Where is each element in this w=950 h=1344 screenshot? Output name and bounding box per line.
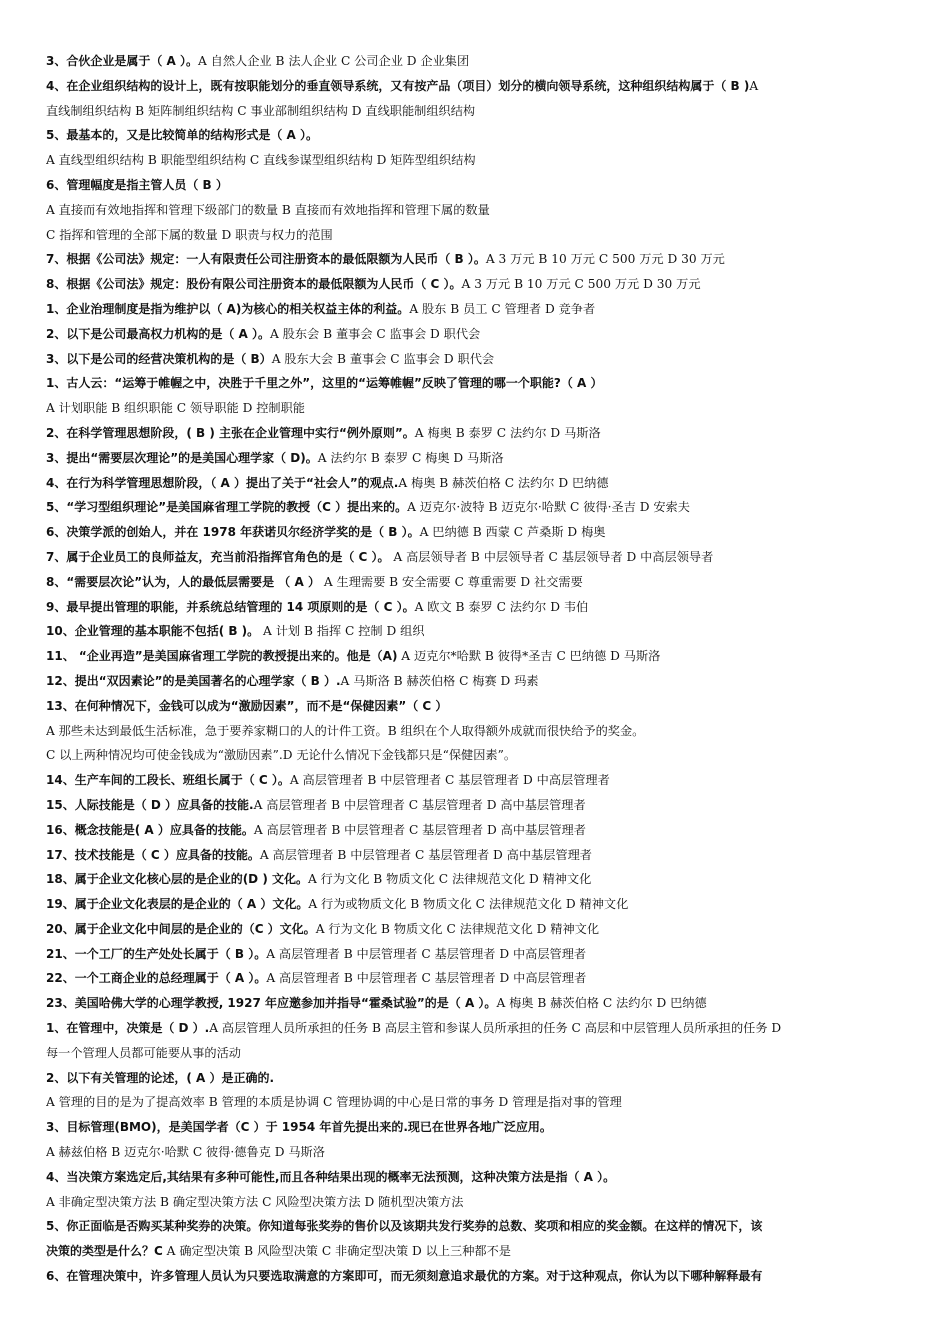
options-text: A 直接而有效地指挥和管理下级部门的数量 B 直接而有效地指挥和管理下属的数量 <box>46 202 490 217</box>
text-line <box>46 99 912 124</box>
options-text: A 管理的目的是为了提高效率 B 管理的本质是协调 C 管理协调的中心是日常的事务 D 管理是指对事的管理 <box>46 1095 622 1110</box>
text-line <box>46 917 912 942</box>
text-line <box>46 768 912 793</box>
options-text: A 高层管理者 B 中层管理者 C 基层管理者 D 中高层管理者 <box>266 946 587 961</box>
options-text: A 计划 B 指挥 C 控制 D 组织 <box>259 624 425 639</box>
options-text: A 股东会 B 董事会 C 监事会 D 职代会 <box>270 326 481 341</box>
options-text: A 3 万元 B 10 万元 C 500 万元 D 30 万元 <box>461 277 701 292</box>
text-line <box>46 471 912 496</box>
text-line <box>46 570 912 595</box>
options-text: A 股东 B 员工 C 管理者 D 竞争者 <box>409 301 596 316</box>
question-text: 3、合伙企业是属于（ A ）。 <box>46 54 198 68</box>
question-text: 14、生产车间的工段长、班组长属于（ C ）。 <box>46 773 290 788</box>
options-text: A 迈克尔·波特 B 迈克尔·哈默 C 彼得·圣吉 D 安索夫 <box>407 500 690 515</box>
text-line <box>46 619 912 644</box>
options-text: A 巴纳德 B 西蒙 C 芦桑斯 D 梅奥 <box>419 525 606 540</box>
text-line <box>46 1115 912 1140</box>
text-line <box>46 545 912 570</box>
text-line <box>46 198 912 223</box>
text-line <box>46 148 912 173</box>
text-line <box>46 495 912 520</box>
options-text: A 高层管理者 B 中层管理者 C 基层管理者 D 中高层管理者 <box>266 971 587 986</box>
question-text: 1、企业治理制度是指为维护以（ A)为核心的相关权益主体的利益。 <box>46 301 410 316</box>
text-line <box>46 347 912 372</box>
text-line <box>46 297 912 322</box>
question-text: 4、在企业组织结构的设计上，既有按职能划分的垂直领导系统，又有按产品（项目）划分的横向领导系统，这种组织结构属于（ B ) <box>46 78 750 93</box>
question-text: 5、最基本的，又是比较简单的结构形式是（ A ）。 <box>46 128 318 143</box>
text-line <box>46 396 912 421</box>
text-line <box>46 49 912 74</box>
options-text: A <box>749 78 759 93</box>
text-line <box>46 991 912 1016</box>
question-text: 10、企业管理的基本职能不包括( B )。 <box>46 624 260 639</box>
text-line <box>46 966 912 991</box>
text-line <box>46 223 912 248</box>
text-line <box>46 1264 912 1289</box>
options-text: A 高层管理者 B 中层管理者 C 基层管理者 D 高中基层管理者 <box>253 797 586 812</box>
question-text: 15、人际技能是（ D ）应具备的技能. <box>46 797 254 812</box>
question-text: 5、你正面临是否购买某种奖券的决策。你知道每张奖券的售价以及该期共发行奖券的总数、奖项和相应的奖金额。在这样的情况下，该 <box>46 1219 763 1234</box>
question-text: 11、 “企业再造”是美国麻省理工学院的教授提出来的。他是（A) <box>46 649 398 664</box>
text-line <box>46 247 912 272</box>
options-text: A 高层管理者 B 中层管理者 C 基层管理者 D 中高层管理者 <box>289 773 610 788</box>
question-text: 4、当决策方案选定后,其结果有多种可能性,而且各种结果出现的概率无法预测，这种决策方法是指（ A ）。 <box>46 1169 616 1184</box>
text-line <box>46 1066 912 1091</box>
text-line <box>46 793 912 818</box>
text-line <box>46 644 912 669</box>
question-text: 19、属于企业文化表层的是企业的（ A ）文化。 <box>46 897 309 912</box>
question-text: 21、一个工厂的生产处处长属于（ B ）。 <box>46 946 267 961</box>
text-line <box>46 1190 912 1215</box>
question-text: 2、以下是公司最高权力机构的是（ A ）。 <box>46 326 270 341</box>
question-text: 9、最早提出管理的职能，并系统总结管理的 14 项原则的是（ C ）。 <box>46 599 415 614</box>
question-text: 8、“需要层次论”认为，人的最低层需要是 （ A ） <box>46 574 320 589</box>
question-text: 3、以下是公司的经营决策机构的是（ B） <box>46 351 272 366</box>
question-text: 20、属于企业文化中间层的是企业的（C ）文化。 <box>46 921 316 936</box>
question-text: 13、在何种情况下，金钱可以成为“激励因素”，而不是“保健因素”（ C ） <box>46 698 448 713</box>
question-text: 3、目标管理(BMO)，是美国学者（C ）于 1954 年首先提出来的.现已在世界各地广泛应用。 <box>46 1120 552 1135</box>
options-text: A 生理需要 B 安全需要 C 尊重需要 D 社交需要 <box>319 574 583 589</box>
question-text: 17、技术技能是（ C ）应具备的技能。 <box>46 847 260 862</box>
question-text: 22、一个工商企业的总经理属于（ A ）。 <box>46 971 267 986</box>
options-text: A 迈克尔*哈默 B 彼得*圣吉 C 巴纳德 D 马斯洛 <box>397 649 661 664</box>
text-line <box>46 719 912 744</box>
options-text: A 法约尔 B 泰罗 C 梅奥 D 马斯洛 <box>317 450 504 465</box>
text-line <box>46 1016 912 1041</box>
question-text: 8、根据《公司法》规定：股份有限公司注册资本的最低限额为人民币（ C ）。 <box>46 277 462 292</box>
question-text: 6、管理幅度是指主管人员（ B ） <box>46 177 228 192</box>
text-line <box>46 595 912 620</box>
text-line <box>46 123 912 148</box>
text-line <box>46 694 912 719</box>
text-line <box>46 669 912 694</box>
options-text: A 自然人企业 B 法人企业 C 公司企业 D 企业集团 <box>198 54 470 68</box>
options-text: A 非确定型决策方法 B 确定型决策方法 C 风险型决策方法 D 随机型决策方法 <box>46 1194 464 1209</box>
options-text: A 行为或物质文化 B 物质文化 C 法律规范文化 D 精神文化 <box>308 897 629 912</box>
text-line <box>46 942 912 967</box>
options-text: A 那些未达到最低生活标准，急于要养家糊口的人的计件工资。B 组织在个人取得额外成就而很快给予的奖金。 <box>46 723 645 738</box>
options-text: C 指挥和管理的全部下属的数量 D 职责与权力的范围 <box>46 227 333 242</box>
question-text: 1、古人云：“运筹于帷幄之中，决胜于千里之外”，这里的“运筹帷幄”反映了管理的哪一个职能?（ A ） <box>46 376 603 391</box>
text-line <box>46 1140 912 1165</box>
options-text: A 梅奥 B 泰罗 C 法约尔 D 马斯洛 <box>414 425 601 440</box>
document-page <box>46 49 912 1289</box>
text-line <box>46 867 912 892</box>
question-text: 7、属于企业员工的良师益友，充当前沿指挥官角色的是（ C ）。 <box>46 549 390 564</box>
question-text: 23、美国哈佛大学的心理学教授, 1927 年应邀参加并指导“霍桑试验”的是（ A ）。 <box>46 996 497 1011</box>
options-text: A 行为文化 B 物质文化 C 法律规范文化 D 精神文化 <box>315 921 600 936</box>
question-text: 2、在科学管理思想阶段，( B ) 主张在企业管理中实行“例外原则”。 <box>46 425 415 440</box>
text-line <box>46 272 912 297</box>
options-text: A 高层领导者 B 中层领导者 C 基层领导者 D 中高层领导者 <box>389 549 714 564</box>
options-text: A 马斯洛 B 赫茨伯格 C 梅赛 D 玛素 <box>340 673 539 688</box>
question-text: 16、概念技能是( A ）应具备的技能。 <box>46 822 254 837</box>
text-line <box>46 1090 912 1115</box>
options-text: A 确定型决策 B 风险型决策 C 非确定型决策 D 以上三种都不是 <box>162 1244 511 1259</box>
text-line <box>46 1165 912 1190</box>
options-text: A 赫兹伯格 B 迈克尔·哈默 C 彼得·德鲁克 D 马斯洛 <box>46 1145 325 1160</box>
options-text: A 欧文 B 泰罗 C 法约尔 D 韦伯 <box>414 599 589 614</box>
options-text: A 行为文化 B 物质文化 C 法律规范文化 D 精神文化 <box>308 872 592 887</box>
text-line <box>46 446 912 471</box>
question-text: 6、决策学派的创始人，并在 1978 年获诺贝尔经济学奖的是（ B ）。 <box>46 525 420 540</box>
options-text: A 直线型组织结构 B 职能型组织结构 C 直线参谋型组织结构 D 矩阵型组织结构 <box>46 153 476 168</box>
text-line <box>46 1214 912 1239</box>
question-text: 1、在管理中，决策是（ D ）. <box>46 1021 210 1036</box>
question-text: 2、以下有关管理的论述，( A ）是正确的. <box>46 1070 275 1085</box>
options-text: C 以上两种情况均可使金钱成为“激励因素”.D 无论什么情况下金钱都只是“保健因素”。 <box>46 748 517 763</box>
text-line <box>46 1239 912 1264</box>
text-line <box>46 421 912 446</box>
question-text: 7、根据《公司法》规定：一人有限责任公司注册资本的最低限额为人民币（ B ）。 <box>46 252 486 267</box>
options-text: A 高层管理者 B 中层管理者 C 基层管理者 D 高中基层管理者 <box>253 822 586 837</box>
text-line <box>46 743 912 768</box>
text-line <box>46 322 912 347</box>
options-text: A 3 万元 B 10 万元 C 500 万元 D 30 万元 <box>485 252 725 267</box>
options-text: A 梅奥 B 赫茨伯格 C 法约尔 D 巴纳德 <box>398 475 609 490</box>
text-line <box>46 1041 912 1066</box>
question-text: 4、在行为科学管理思想阶段，（ A ）提出了关于“社会人”的观点. <box>46 475 399 490</box>
options-text: 每一个管理人员都可能要从事的活动 <box>46 1045 241 1060</box>
options-text: A 高层管理人员所承担的任务 B 高层主管和参谋人员所承担的任务 C 高层和中层管理人员所承担的任务 D <box>209 1021 782 1036</box>
question-text: 决策的类型是什么？C <box>46 1244 163 1259</box>
options-text: A 股东大会 B 董事会 C 监事会 D 职代会 <box>271 351 495 366</box>
question-text: 12、提出“双因素论”的是美国著名的心理学家（ B ）. <box>46 673 341 688</box>
question-text: 6、在管理决策中，许多管理人员认为只要选取满意的方案即可，而无须刻意追求最优的方案。对于这种观点，你认为以下哪种解释最有 <box>46 1269 763 1284</box>
text-line <box>46 74 912 99</box>
question-text: 3、提出“需要层次理论”的是美国心理学家（ D)。 <box>46 450 318 465</box>
text-line <box>46 371 912 396</box>
text-line <box>46 173 912 198</box>
question-text: 18、属于企业文化核心层的是企业的(D ) 文化。 <box>46 872 308 887</box>
text-line <box>46 818 912 843</box>
text-line <box>46 843 912 868</box>
options-text: A 高层管理者 B 中层管理者 C 基层管理者 D 高中基层管理者 <box>259 847 592 862</box>
options-text: A 梅奥 B 赫茨伯格 C 法约尔 D 巴纳德 <box>496 996 707 1011</box>
text-line <box>46 892 912 917</box>
options-text: A 计划职能 B 组织职能 C 领导职能 D 控制职能 <box>46 401 305 416</box>
question-text: 5、“学习型组织理论”是美国麻省理工学院的教授（C ）提出来的。 <box>46 500 408 515</box>
options-text: 直线制组织结构 B 矩阵制组织结构 C 事业部制组织结构 D 直线职能制组织结构 <box>46 103 476 118</box>
text-line <box>46 520 912 545</box>
